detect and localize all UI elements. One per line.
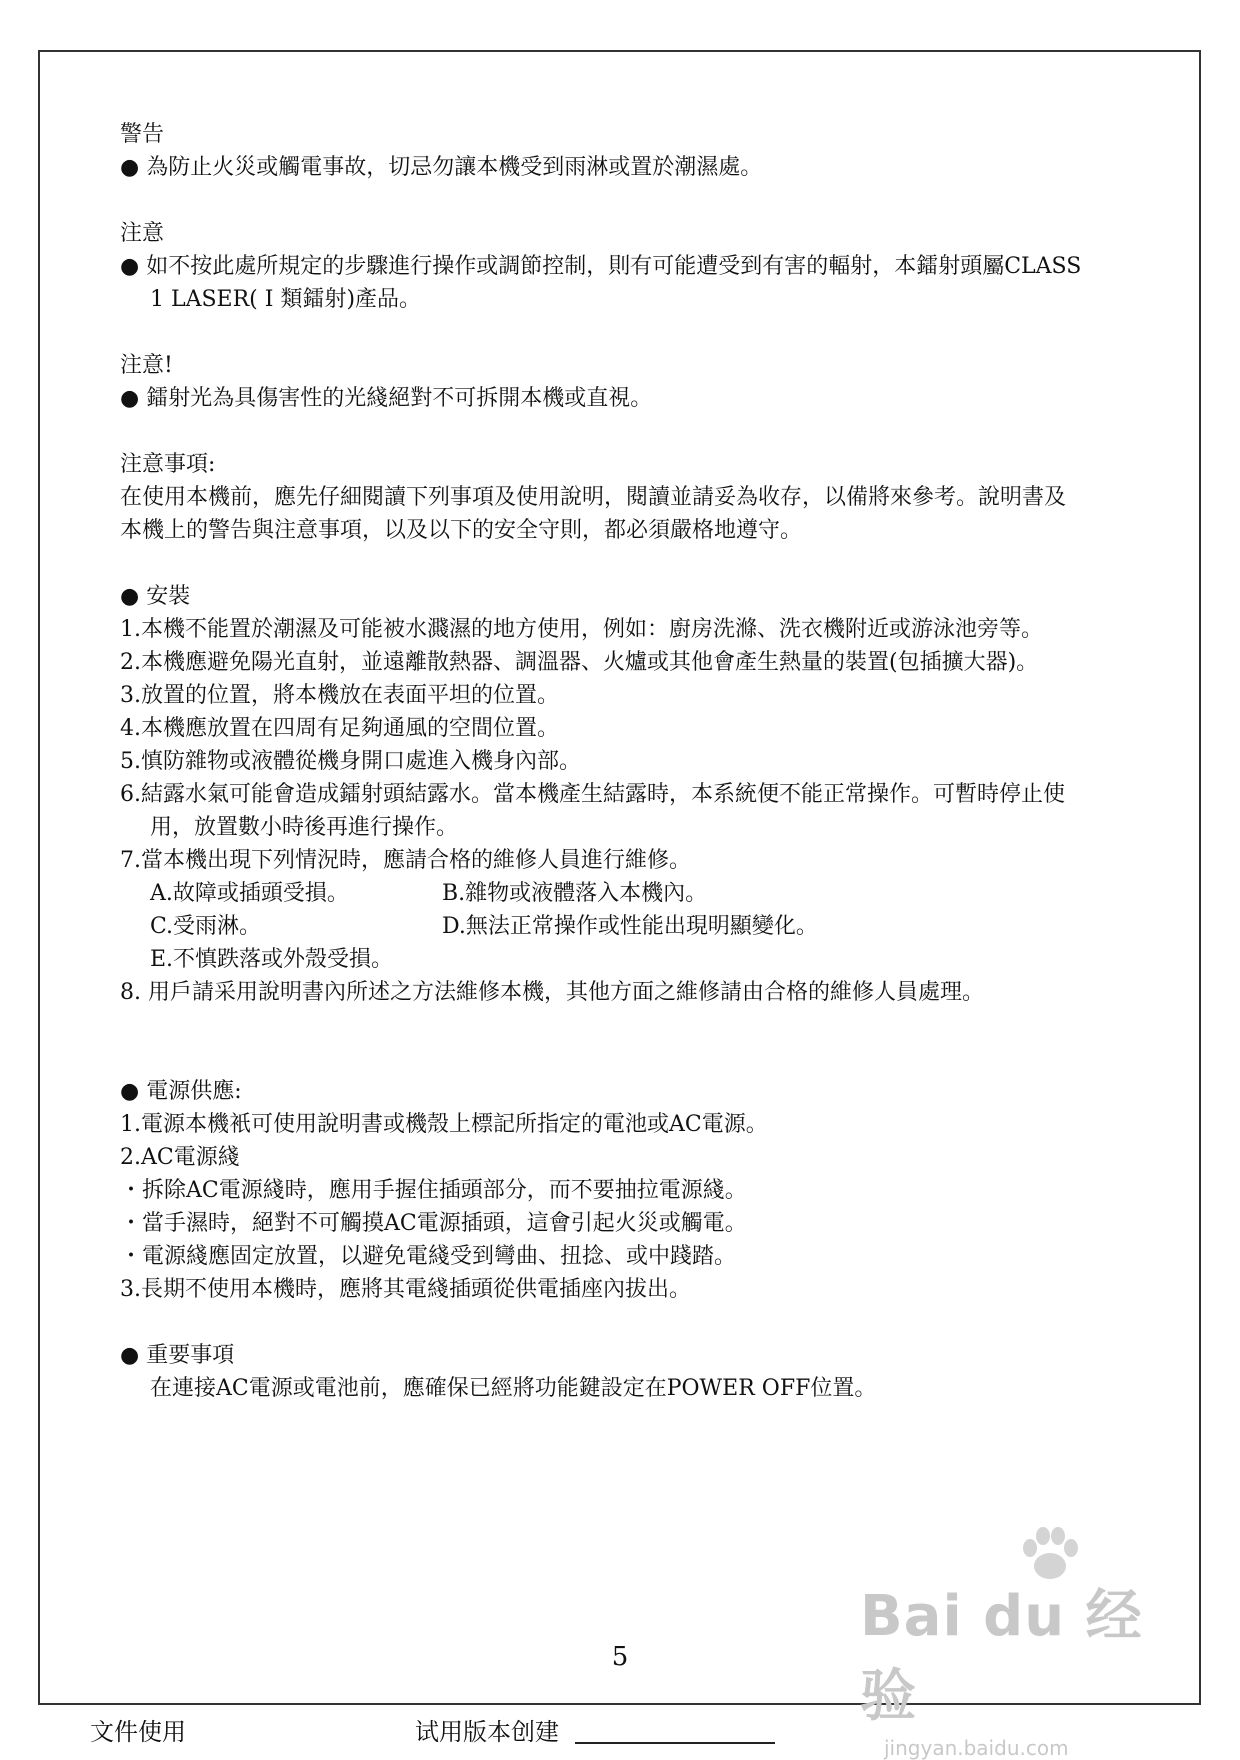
install-sub-d: D.無法正常操作或性能出現明顯變化。	[442, 914, 818, 939]
install-sub-c: C.受雨淋。	[150, 914, 262, 939]
warning-heading: 警告	[120, 122, 165, 147]
watermark-logo: Bai du 经验	[860, 1584, 1143, 1729]
install-item-8: 8. 用戶請采用說明書內所述之方法維修本機，其他方面之維修請由合格的維修人員處理。	[120, 980, 984, 1005]
install-item-6: 6.結露水氣可能會造成鐳射頭結露水。當本機產生結露時，本系統便不能正常操作。可暫時停止使	[120, 782, 1065, 807]
laser-caution-text: ● 鐳射光為具傷害性的光綫絕對不可拆開本機或直視。	[120, 386, 653, 411]
install-heading: ● 安裝	[120, 584, 191, 609]
install-item-6-cont: 用，放置數小時後再進行操作。	[150, 815, 459, 840]
power-item-3: 3.長期不使用本機時，應將其電綫插頭從供電插座內拔出。	[120, 1277, 691, 1302]
install-sub-e: E.不慎跌落或外殼受損。	[150, 947, 394, 972]
install-item-7: 7.當本機出現下列情況時，應請合格的維修人員進行維修。	[120, 848, 691, 873]
notes-heading: 注意事項:	[120, 452, 216, 477]
laser-caution-heading: 注意!	[120, 353, 173, 378]
notes-line-1: 在使用本機前，應先仔細閱讀下列事項及使用說明，閱讀並請妥為收存，以備將來參考。說明書及	[120, 485, 1067, 510]
footer-left-text: 文件使用	[90, 1718, 186, 1746]
install-sub-a: A.故障或插頭受損。	[150, 881, 349, 906]
notes-line-2: 本機上的警告與注意事項，以及以下的安全守則，都必須嚴格地遵守。	[120, 518, 803, 543]
warning-text: ● 為防止火災或觸電事故，切忌勿讓本機受到雨淋或置於潮濕處。	[120, 155, 763, 180]
power-dot-1: ・拆除AC電源綫時，應用手握住插頭部分，而不要抽拉電源綫。	[120, 1178, 747, 1203]
important-text: 在連接AC電源或電池前，應確保已經將功能鍵設定在POWER OFF位置。	[150, 1376, 877, 1401]
install-sub-b: B.雜物或液體落入本機內。	[442, 881, 708, 906]
baidu-watermark	[860, 1572, 1190, 1760]
install-item-2: 2.本機應避免陽光直射，並遠離散熱器、調溫器、火爐或其他會產生熱量的裝置(包插擴大器)。	[120, 650, 1039, 675]
install-item-1: 1.本機不能置於潮濕及可能被水濺濕的地方使用，例如：廚房洗滌、洗衣機附近或游泳池旁等。	[120, 617, 1043, 642]
power-dot-2: ・當手濕時，絕對不可觸摸AC電源插頭，這會引起火災或觸電。	[120, 1211, 747, 1236]
power-item-2: 2.AC電源綫	[120, 1145, 240, 1170]
power-dot-3: ・電源綫應固定放置，以避免電綫受到彎曲、扭捻、或中踐踏。	[120, 1244, 737, 1269]
install-item-5: 5.慎防雜物或液體從機身開口處進入機身內部。	[120, 749, 581, 774]
power-item-1: 1.電源本機衹可使用說明書或機殼上標記所指定的電池或AC電源。	[120, 1112, 768, 1137]
important-heading: ● 重要事項	[120, 1343, 235, 1368]
watermark-url: jingyan.baidu.com	[884, 1736, 1069, 1760]
footer-right-text: 试用版本创建	[415, 1718, 559, 1746]
footer-underline	[575, 1742, 775, 1744]
caution-text-line-2: 1 LASER( Ⅰ 類鐳射)產品。	[150, 287, 422, 312]
paw-icon	[1015, 1520, 1085, 1590]
install-item-3: 3.放置的位置，將本機放在表面平坦的位置。	[120, 683, 559, 708]
install-item-4: 4.本機應放置在四周有足夠通風的空間位置。	[120, 716, 559, 741]
caution-text-line-1: ● 如不按此處所規定的步驟進行操作或調節控制，則有可能遭受到有害的輻射，本鐳射頭屬CLASS	[120, 254, 1082, 279]
footer	[0, 1712, 1240, 1752]
power-heading: ● 電源供應:	[120, 1079, 242, 1104]
page-number: 5	[611, 1642, 629, 1672]
caution-heading: 注意	[120, 221, 165, 246]
document-body	[120, 118, 1130, 1405]
